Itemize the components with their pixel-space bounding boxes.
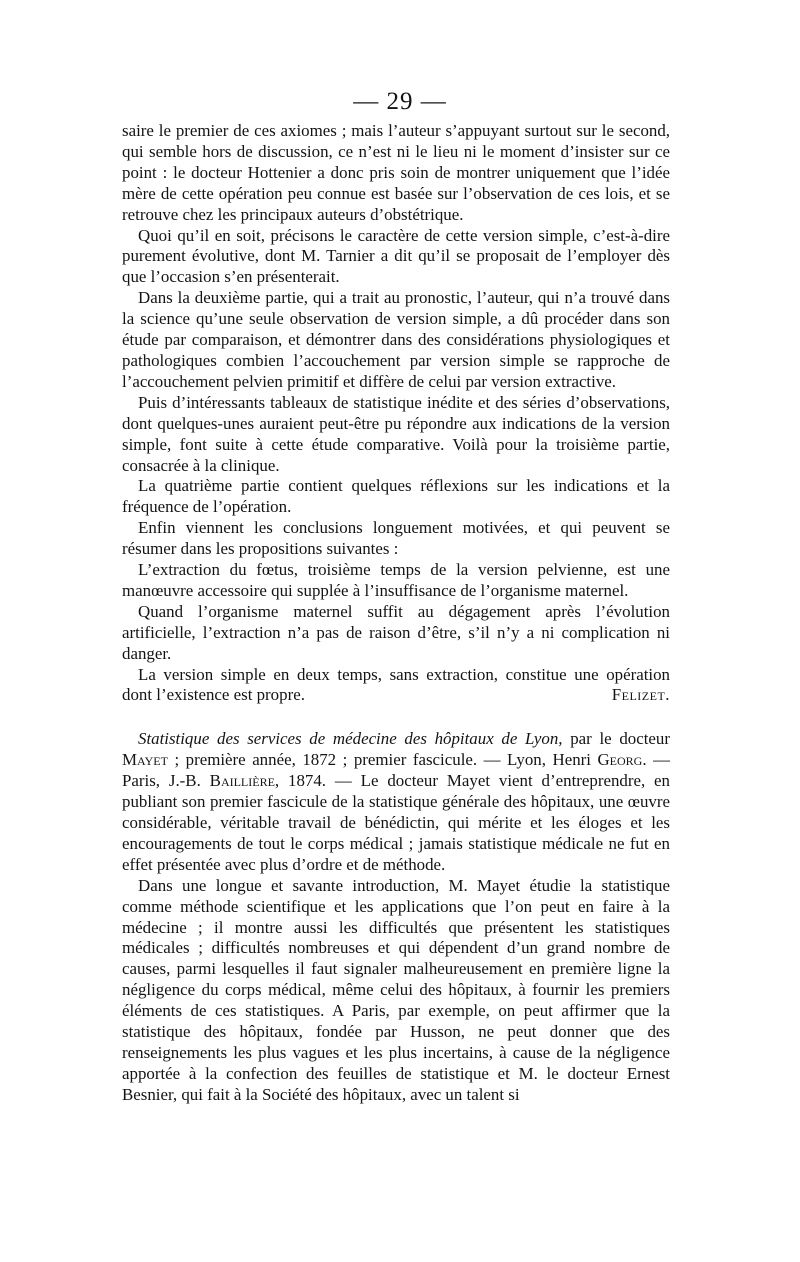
publisher-name: Georg.: [597, 750, 647, 770]
text-fragment: —Paris, J.-B.: [122, 750, 670, 791]
author-signature: Felizet.: [611, 685, 670, 705]
paragraph: Dans une longue et savante introduction, M. Mayet étudie la statistique comme méthode scientifique et les applications que l’on peut en faire à la médecine ; il montre aussi les difficultés que présentent les statistiques médicales ; difficultés nombreuses et qui dépendent d’un grand nombre de causes, parmi lesquelles il faut signaler malheureusement en première ligne la négligence du corps médical, même celui des hôpitaux, à fournir les premiers éléments de ces statistiques. A Paris, par exemple, on peut affirmer que la statistique des hôpitaux, fondée par Husson, ne peut donner que des renseignements les plus vagues et les plus incertains, à cause de la négligence apportée à la confection des feuilles de statistique et M. le docteur Ernest Besnier, qui fait à la Société des hôpitaux, avec un talent si: [122, 875, 670, 1104]
paragraph-text: La version simple en deux temps, sans extraction, constitue une opération dont l’existence est propre.: [122, 664, 670, 705]
text-fragment: , 1874. — Le docteur Mayet vient d’entreprendre, en publiant son premier fascicule de la statistique générale des hôpitaux, une œuvre considérable, véritable travail de bénédictin, qui mérite et les éloges et les encouragements de tout le corps médical ; jamais statistique médicale ne fut en effet présentée avec plus d’ordre et de méthode.: [122, 771, 671, 874]
paragraph: Quand l’organisme maternel suffit au dégagement après l’évolution artificielle, l’extraction n’a pas de raison d’être, s’il n’y a ni complication ni danger.: [122, 601, 670, 663]
author-name: Mayet: [122, 750, 168, 770]
body-text: [122, 121, 670, 1106]
text-fragment: par le docteur: [562, 729, 671, 749]
paragraph: Dans la deuxième partie, qui a trait au pronostic, l’auteur, qui n’a trouvé dans la science qu’une seule observation de version simple, a dû procéder dans son étude par comparaison, et démontrer dans des considérations physiologiques et pathologiques combien l’accouchement par version simple se rapproche de l’accouchement pelvien primitif et diffère de celui par version extractive.: [122, 288, 670, 391]
section-gap: [122, 706, 670, 729]
paragraph: Enfin viennent les conclusions longuement motivées, et qui peuvent se résumer dans les propositions suivantes :: [122, 518, 670, 559]
book-title: Statistique des services de médecine des hôpitaux de Lyon,: [138, 729, 563, 749]
paragraph: saire le premier de ces axiomes ; mais l’auteur s’appuyant surtout sur le second, qui semble hors de discussion, ce n’est ni le lieu ni le moment d’insister sur ce point : le docteur Hottenier a donc pris soin de montrer uniquement que l’idée mère de cette opération peu connue est basée sur l’observation de ces lois, et se retrouve chez les principaux auteurs d’obstétrique.: [122, 121, 670, 224]
page-number: — 29 —: [353, 88, 447, 115]
paragraph: La quatrième partie contient quelques réflexions sur les indications et la fréquence de l’opération.: [122, 476, 670, 517]
paragraph-with-signature: [122, 665, 670, 707]
publisher-name: Baillière: [209, 771, 275, 791]
paragraph: Quoi qu’il en soit, précisons le caractère de cette version simple, c’est-à-dire purement évolutive, dont M. Tarnier a dit qu’il se proposait de l’employer dès que l’occasion s’en présenterait.: [122, 225, 670, 287]
review-heading-paragraph: [122, 729, 670, 875]
paragraph: Puis d’intéressants tableaux de statistique inédite et des séries d’observations, dont quelques-unes auraient peut-être pu répondre aux indications de la version simple, font suite à cette étude comparative. Voilà pour la troisième partie, consacrée à la clinique.: [122, 392, 670, 475]
paragraph: L’extraction du fœtus, troisième temps de la version pelvienne, est une manœuvre accessoire qui supplée à l’insuffisance de l’organisme maternel.: [122, 560, 670, 600]
text-fragment: ; première année, 1872 ; premier fascicule. — Lyon, Henri: [167, 750, 598, 770]
